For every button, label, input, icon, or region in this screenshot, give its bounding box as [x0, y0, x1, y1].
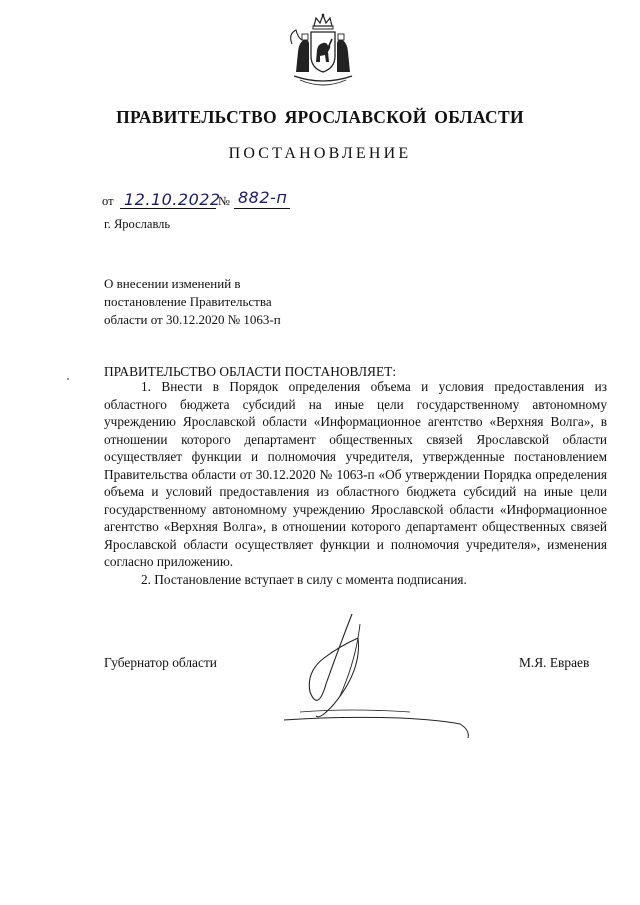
date-number-line [102, 188, 288, 209]
signatory-name: М.Я. Евраев [519, 655, 590, 670]
handwritten-date: 12.10.2022 [124, 190, 221, 209]
document-type-title: ПОСТАНОВЛЕНИЕ [228, 145, 412, 162]
government-title: ПРАВИТЕЛЬСТВО ЯРОСЛАВСКОЙ ОБЛАСТИ [116, 107, 524, 127]
subject-line: области от 30.12.2020 № 1063-п [104, 312, 281, 327]
yaroslavl-coat-of-arms-icon [282, 12, 364, 94]
decree-heading: ПРАВИТЕЛЬСТВО ОБЛАСТИ ПОСТАНОВЛЯЕТ: [104, 364, 397, 379]
handwritten-signature-icon [280, 600, 480, 770]
signatory-position: Губернатор области [104, 655, 217, 670]
document-body [104, 378, 607, 588]
scan-dot [67, 378, 69, 380]
subject-line: постановление Правительства [104, 294, 272, 309]
document-subject [104, 275, 281, 329]
handwritten-number: 882-п [238, 188, 288, 207]
number-sign: № [218, 194, 230, 208]
subject-line: О внесении изменений в [104, 276, 241, 291]
date-prefix: от [102, 194, 114, 208]
body-paragraph: 1. Внести в Порядок определения объема и условия предоставления из областного бюджета субсидий на иные цели государственному автономному учреждению Ярославской области «Информационное агентство «Верхняя Волга», в отношении которого департамент общественных связей Ярославской области осуществляет функции и полномочия учредителя, утвержденные постановлением Правительства области от 30.12.2020 № 1063-п «Об утверждении Порядка определения объема и условий предоставления из областного бюджета субсидий на иные цели государственному автономному учреждению Ярославской области «Информационное агентство «Верхняя Волга», в отношении которого департамент общественных связей Ярославской области осуществляет функции и полномочия учредителя», изменения согласно приложению. [104, 379, 607, 569]
city-label: г. Ярославль [104, 217, 171, 231]
number-underline [234, 208, 290, 209]
body-paragraph: 2. Постановление вступает в силу с момента подписания. [141, 571, 467, 587]
